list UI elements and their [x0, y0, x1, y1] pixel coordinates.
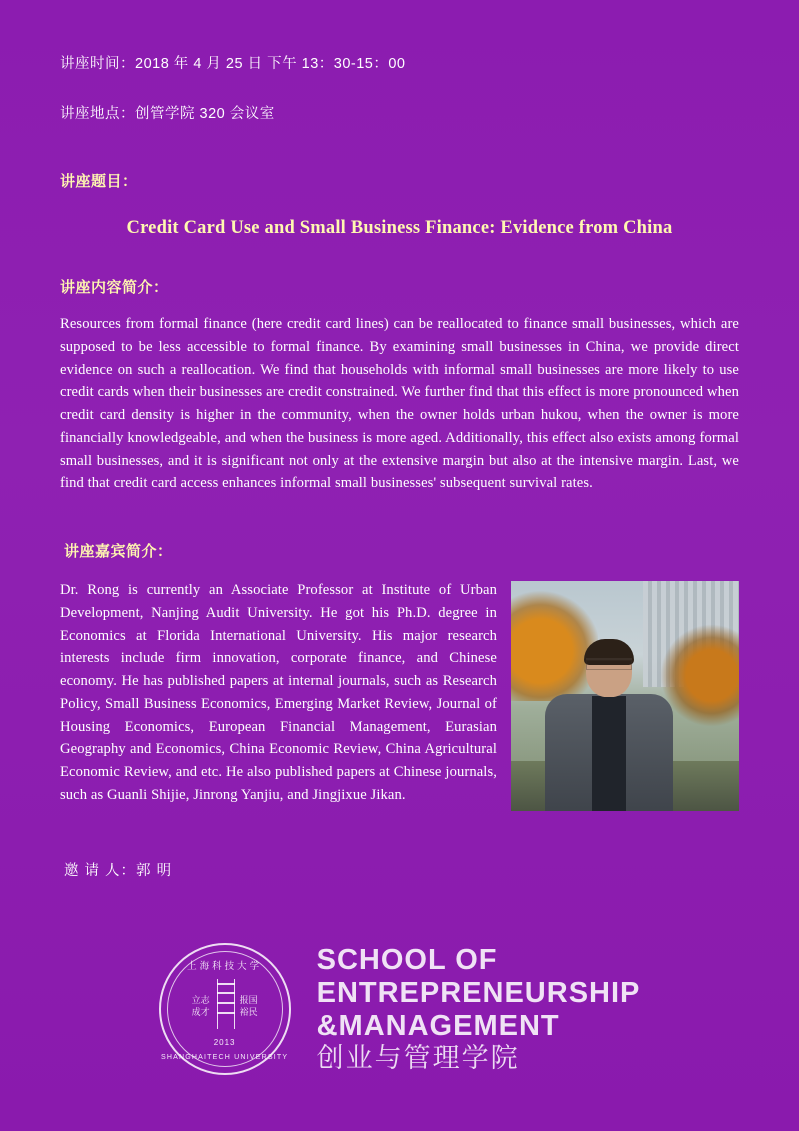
school-name-en-line1: SCHOOL OF: [316, 944, 498, 976]
abstract-body: Resources from formal finance (here credit card lines) can be reallocated to finance small businesses, which are supposed to be less accessible to formal finance. By examining small businesses in China, we provide direct evidence on such a reallocation. We find that households with informal small businesses are more likely to use credit cards when their businesses are credit constrained. We further find that this effect is more pronounced when credit card density is higher in the community, when the owner holds urban hukou, when the owner is more financially knowledgeable, and when the business is more aged. Additionally, this effect also exists among formal small businesses, and it is significant not only at the extensive margin but also at the intensive margin. Last, we find that credit card access enhances informal small businesses' subsequent survival rates.: [60, 316, 739, 492]
speaker-block: [60, 561, 739, 829]
seal-top-text: 上海科技大学: [187, 961, 263, 972]
seal-motto: [192, 995, 258, 1005]
school-name-cn: 创业与管理学院: [316, 1043, 520, 1073]
seal-motto-right2: 裕民: [239, 1007, 258, 1017]
topic-heading: 讲座题目：: [60, 173, 138, 190]
photo-autumn-tree-left: [511, 590, 598, 700]
glasses-icon: [586, 658, 632, 670]
seal-bottom-text: SHANGHAITECH UNIVERSITY: [161, 1054, 289, 1061]
abstract-heading: 讲座内容简介：: [60, 279, 169, 296]
photo-autumn-tree-right: [661, 623, 739, 729]
speaker-bio: Dr. Rong is currently an Associate Professor at Institute of Urban Development, Nanjing Audit University. He got his Ph.D. degree in Economics at Florida International University. His major research interests include firm innovation, corporate finance, and Chinese economy. He has published papers at internal journals, such as Research Policy, Small Business Economics, Emerging Market Review, Journal of Housing Economics, European Financial Management, Eurasian Geography and Economics, China Economic Review, China Agricultural Economic Review, and etc. He also published papers at Chinese journals, such as Guanli Shijie, Jinrong Yanjiu, and Jingjixue Jikan.: [60, 582, 497, 804]
school-name-en-line2: ENTREPRENEURSHIP: [316, 977, 641, 1009]
inviter-line: 邀 请 人：郭 明: [64, 863, 173, 880]
lecture-time: 讲座时间：2018 年 4 月 25 日 下午 13：30-15：00: [60, 56, 406, 72]
school-name-en-line3: &MANAGEMENT: [316, 1010, 560, 1042]
seal-year: 2013: [213, 1038, 236, 1047]
lecture-place: 讲座地点：创管学院 320 会议室: [60, 106, 275, 122]
school-name-en: [317, 946, 641, 1041]
speaker-heading: 讲座嘉宾简介：: [64, 543, 173, 561]
seal-tower-icon: [217, 979, 235, 1029]
school-wordmark: [317, 946, 641, 1072]
poster-footer: [0, 943, 799, 1075]
seal-motto-right: 报国: [239, 995, 258, 1005]
speaker-photo: [511, 581, 739, 811]
talk-title: Credit Card Use and Small Business Finance: Evidence from China: [126, 218, 673, 238]
photo-person-shirt: [592, 696, 626, 811]
university-seal-logo: [159, 943, 291, 1075]
seal-motto-second: [192, 1007, 258, 1017]
seal-motto-left2: 成才: [191, 1007, 210, 1017]
seal-motto-left: 立志: [191, 995, 210, 1005]
